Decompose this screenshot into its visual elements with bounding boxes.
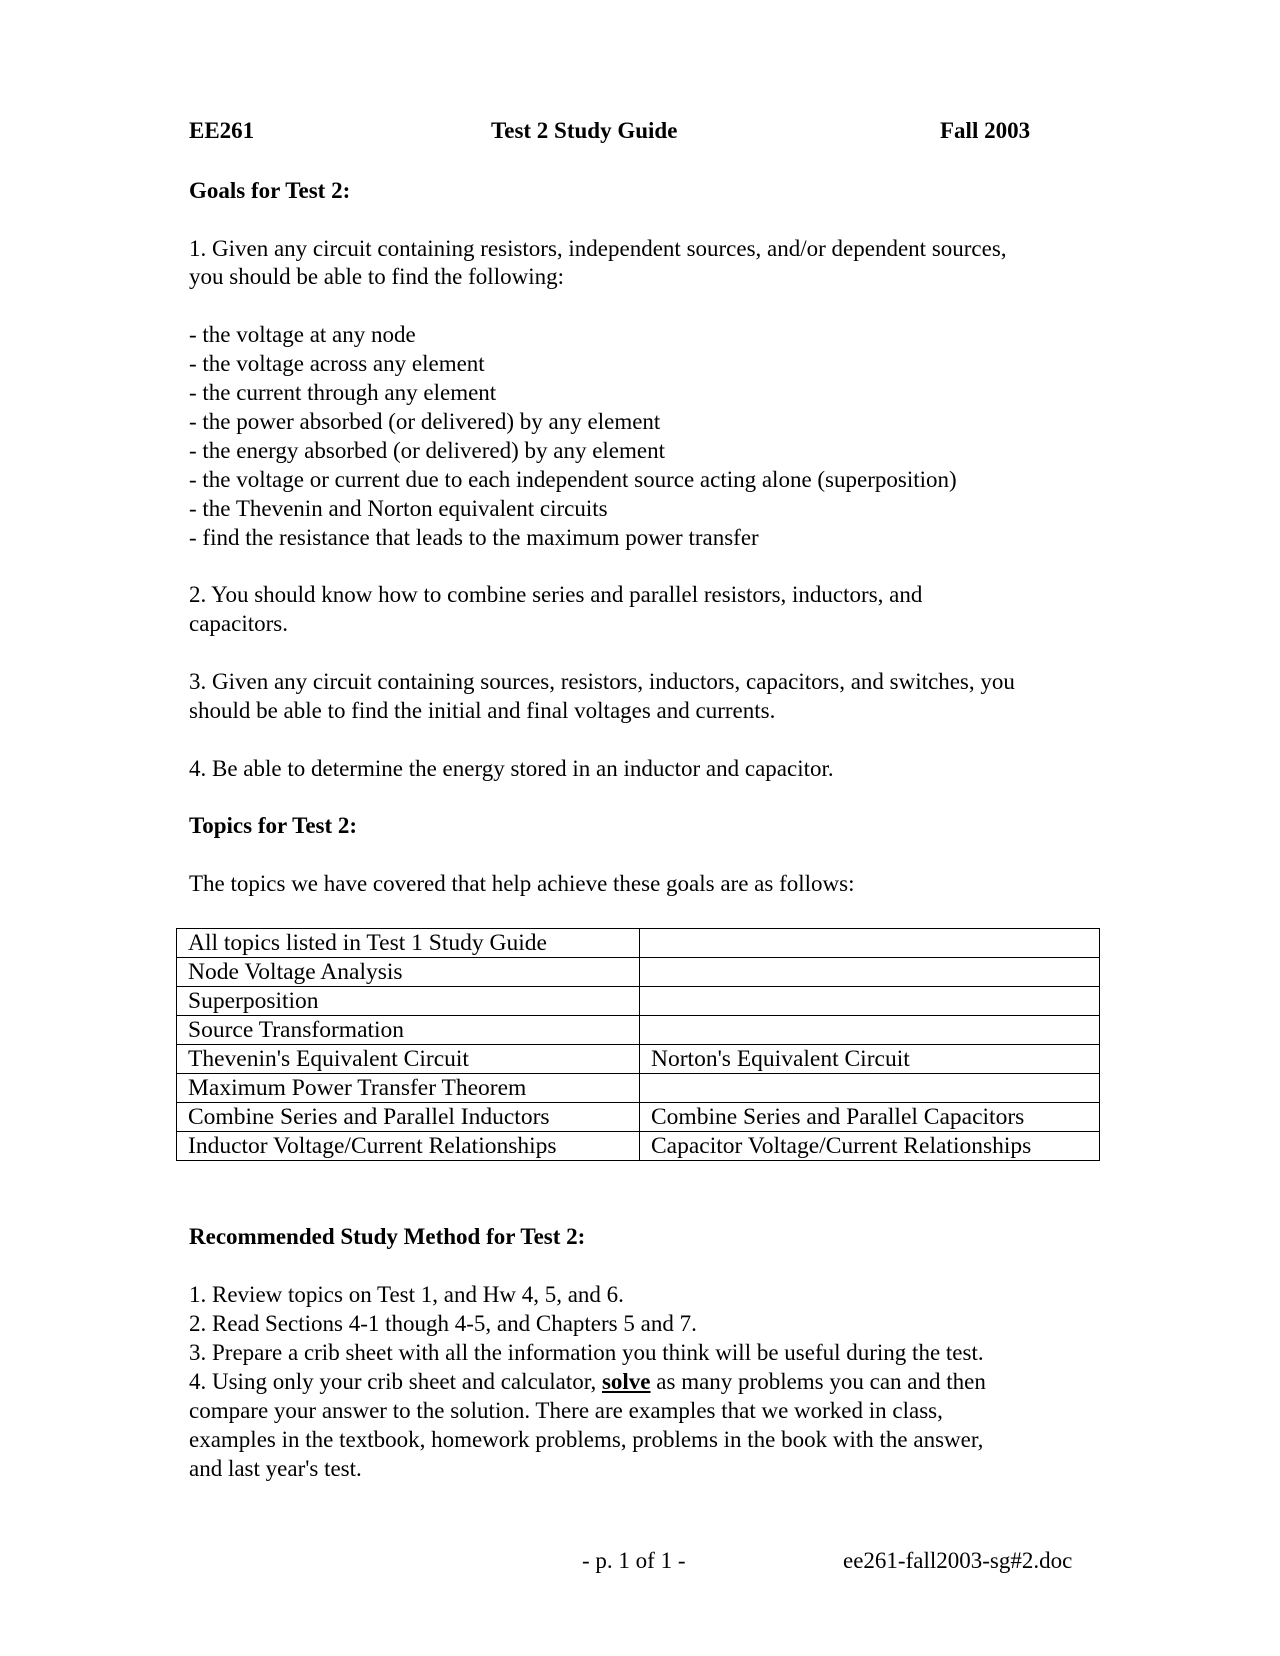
table-cell: All topics listed in Test 1 Study Guide: [177, 929, 640, 958]
table-cell: Maximum Power Transfer Theorem: [177, 1074, 640, 1103]
find-list-item: - the voltage or current due to each independent source acting alone (superposition): [189, 467, 957, 492]
goal-2-line-1: 2. You should know how to combine series and parallel resistors, inductors, and: [189, 582, 923, 607]
table-row: [177, 987, 1100, 1016]
table-cell: [640, 1074, 1100, 1103]
topics-table: [176, 928, 1100, 1161]
table-cell: [640, 929, 1100, 958]
table-row: [177, 1045, 1100, 1074]
study-step-4-line-1: [189, 1368, 986, 1396]
find-list-item: - the voltage across any element: [189, 351, 485, 376]
find-list-item: - the energy absorbed (or delivered) by any element: [189, 438, 665, 463]
study-step-4-suffix: as many problems you can and then: [650, 1369, 986, 1394]
table-row: [177, 1074, 1100, 1103]
table-cell: Norton's Equivalent Circuit: [640, 1045, 1100, 1074]
study-step-3: 3. Prepare a crib sheet with all the information you think will be useful during the test.: [189, 1340, 984, 1365]
table-cell: Combine Series and Parallel Inductors: [177, 1103, 640, 1132]
goal-3-line-2: should be able to find the initial and final voltages and currents.: [189, 698, 776, 723]
find-list-item: - the power absorbed (or delivered) by any element: [189, 409, 661, 434]
table-cell: [640, 1016, 1100, 1045]
table-row: [177, 1016, 1100, 1045]
course-code: EE261: [189, 118, 255, 143]
table-cell: Source Transformation: [177, 1016, 640, 1045]
study-step-1: 1. Review topics on Test 1, and Hw 4, 5, and 6.: [189, 1282, 624, 1307]
study-step-2: 2. Read Sections 4-1 though 4-5, and Chapters 5 and 7.: [189, 1311, 697, 1336]
table-cell: Inductor Voltage/Current Relationships: [177, 1132, 640, 1161]
table-cell: Capacitor Voltage/Current Relationships: [640, 1132, 1100, 1161]
study-step-4-line-2: compare your answer to the solution. There are examples that we worked in class,: [189, 1398, 943, 1423]
goals-heading: Goals for Test 2:: [189, 178, 351, 203]
table-cell: Node Voltage Analysis: [177, 958, 640, 987]
table-row: [177, 958, 1100, 987]
footer-filename: ee261-fall2003-sg#2.doc: [843, 1548, 1073, 1573]
document-title: Test 2 Study Guide: [491, 118, 678, 143]
goal-3-line-1: 3. Given any circuit containing sources, resistors, inductors, capacitors, and switches, you: [189, 669, 1015, 694]
study-step-4-line-3: examples in the textbook, homework problems, problems in the book with the answer,: [189, 1427, 984, 1452]
goal-2-line-2: capacitors.: [189, 611, 288, 636]
study-heading: Recommended Study Method for Test 2:: [189, 1224, 586, 1249]
solve-emphasis: solve: [601, 1369, 651, 1394]
topics-intro: The topics we have covered that help achieve these goals are as follows:: [189, 871, 855, 896]
table-cell: Combine Series and Parallel Capacitors: [640, 1103, 1100, 1132]
find-list-item: - find the resistance that leads to the maximum power transfer: [189, 525, 759, 550]
goal-1-line-1: 1. Given any circuit containing resistors, independent sources, and/or dependent sources,: [189, 236, 1007, 261]
find-list-item: - the current through any element: [189, 380, 497, 405]
study-step-4-prefix: 4. Using only your crib sheet and calculator,: [189, 1369, 602, 1394]
table-row: [177, 929, 1100, 958]
table-cell: [640, 958, 1100, 987]
study-step-4-line-4: and last year's test.: [189, 1456, 362, 1481]
find-list-item: - the voltage at any node: [189, 322, 416, 347]
topics-heading: Topics for Test 2:: [189, 813, 358, 838]
table-row: [177, 1103, 1100, 1132]
table-row: [177, 1132, 1100, 1161]
table-cell: [640, 987, 1100, 1016]
goal-4: 4. Be able to determine the energy stored in an inductor and capacitor.: [189, 756, 834, 781]
goal-1-line-2: you should be able to find the following:: [189, 264, 564, 289]
find-list-item: - the Thevenin and Norton equivalent circuits: [189, 496, 608, 521]
term: Fall 2003: [940, 118, 1031, 143]
table-cell: Thevenin's Equivalent Circuit: [177, 1045, 640, 1074]
table-cell: Superposition: [177, 987, 640, 1016]
page-number: - p. 1 of 1 -: [582, 1548, 686, 1573]
